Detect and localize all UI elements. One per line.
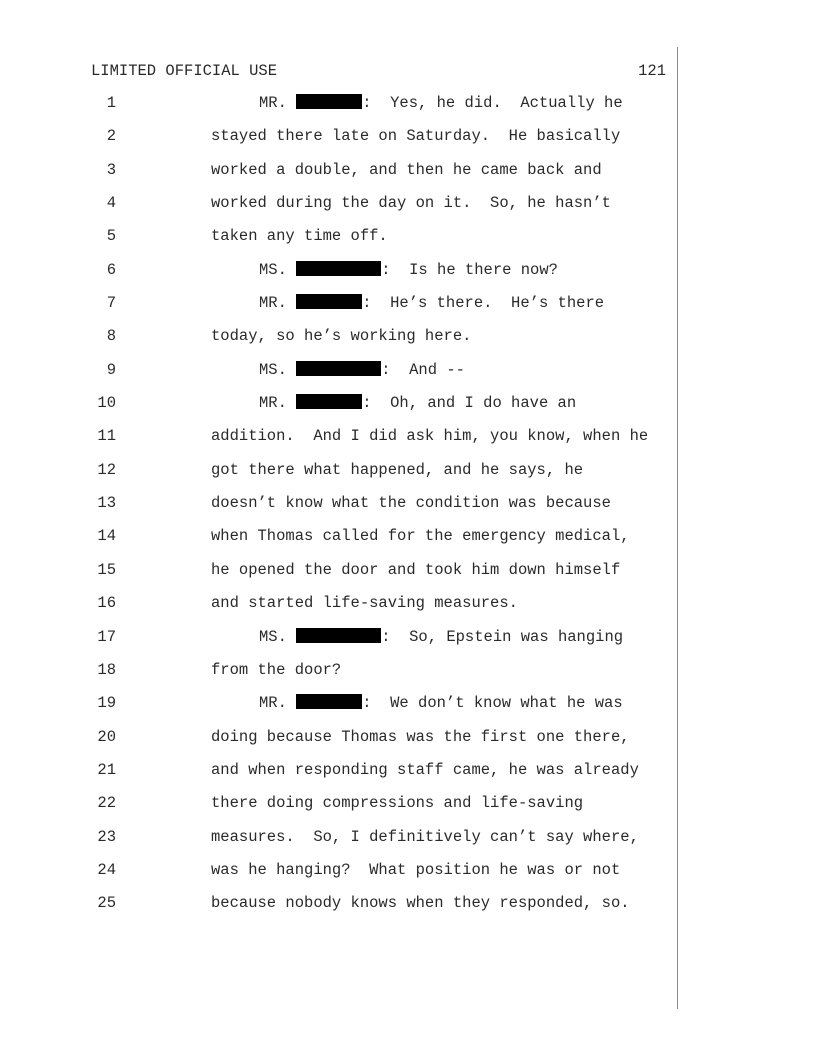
spoken-text: worked during the day on it. So, he hasn’t: [211, 194, 611, 213]
redaction-box: [296, 94, 362, 109]
line-text: [211, 161, 602, 179]
transcript-line: [0, 486, 816, 519]
transcript-line: [0, 86, 816, 119]
transcript-line: [0, 453, 816, 486]
spoken-text: he opened the door and took him down himself: [211, 560, 621, 579]
spoken-text: doing because Thomas was the first one there,: [211, 727, 630, 746]
spoken-text: doesn’t know what the condition was because: [211, 494, 611, 513]
line-number: 4: [106, 194, 116, 213]
line-text: [259, 94, 623, 112]
line-text: [211, 227, 388, 245]
transcript-line: [0, 720, 816, 753]
spoken-text: : We don’t know what he was: [362, 694, 623, 713]
spoken-text: and when responding staff came, he was already: [211, 760, 639, 779]
line-text: [259, 394, 576, 412]
transcript-line: [0, 686, 816, 719]
transcript-line: [0, 553, 816, 586]
spoken-text: was he hanging? What position he was or not: [211, 860, 621, 879]
redaction-box: [296, 628, 381, 643]
spoken-text: from the door?: [211, 660, 342, 679]
spoken-text: got there what happened, and he says, he: [211, 460, 584, 479]
transcript-line: [0, 653, 816, 686]
line-number: 11: [97, 427, 116, 446]
spoken-text: because nobody knows when they responded, so.: [211, 894, 630, 913]
spoken-text: when Thomas called for the emergency medical,: [211, 527, 630, 546]
spoken-text: : Oh, and I do have an: [362, 394, 577, 413]
speaker-label: MR.: [259, 694, 287, 713]
line-number: 9: [106, 360, 116, 379]
line-text: [211, 794, 583, 812]
speaker-label: MR.: [259, 94, 287, 112]
line-number: 8: [106, 327, 116, 346]
line-number: 18: [97, 660, 116, 679]
line-number: 21: [97, 760, 116, 779]
spoken-text: taken any time off.: [211, 227, 388, 246]
spoken-text: : Is he there now?: [381, 260, 558, 279]
spoken-text: : He’s there. He’s there: [362, 294, 605, 313]
line-number: 7: [106, 294, 116, 313]
line-number: 5: [106, 227, 116, 246]
transcript-line: [0, 186, 816, 219]
line-text: [211, 127, 620, 145]
line-text: [211, 661, 341, 679]
spoken-text: addition. And I did ask him, you know, when he: [211, 427, 649, 446]
line-number: 25: [97, 894, 116, 913]
line-text: [211, 461, 583, 479]
line-number: 2: [106, 127, 116, 146]
transcript-line: [0, 820, 816, 853]
line-number: 12: [97, 460, 116, 479]
line-number: 1: [106, 94, 116, 112]
transcript-line: [0, 286, 816, 319]
speaker-label: MS.: [259, 260, 287, 279]
line-number: 13: [97, 494, 116, 513]
line-number: 20: [97, 727, 116, 746]
classification-header: LIMITED OFFICIAL USE: [91, 62, 278, 80]
line-number: 22: [97, 794, 116, 813]
transcript-line: [0, 253, 816, 286]
transcript-line: [0, 886, 816, 919]
transcript-line: [0, 853, 816, 886]
line-text: [211, 194, 611, 212]
redaction-box: [296, 261, 381, 276]
transcript-line: [0, 620, 816, 653]
line-number: 23: [97, 827, 116, 846]
line-text: [211, 594, 518, 612]
transcript-body: [0, 86, 816, 920]
speaker-label: MR.: [259, 294, 287, 313]
line-number: 17: [97, 627, 116, 646]
line-text: [211, 494, 611, 512]
speaker-label: MS.: [259, 360, 287, 379]
transcript-line: [0, 319, 816, 352]
line-text: [211, 894, 630, 912]
line-text: [259, 361, 465, 379]
line-number: 16: [97, 594, 116, 613]
transcript-line: [0, 219, 816, 252]
page-number: 121: [638, 62, 666, 80]
line-number: 14: [97, 527, 116, 546]
line-number: 15: [97, 560, 116, 579]
line-text: [211, 427, 648, 445]
redaction-box: [296, 294, 362, 309]
line-text: [259, 294, 604, 312]
spoken-text: worked a double, and then he came back and: [211, 160, 602, 179]
line-text: [211, 561, 620, 579]
transcript-line: [0, 419, 816, 452]
line-text: [211, 527, 630, 545]
spoken-text: and started life-saving measures.: [211, 594, 518, 613]
transcript-line: [0, 753, 816, 786]
speaker-label: MR.: [259, 394, 287, 413]
redaction-box: [296, 394, 362, 409]
line-number: 10: [97, 394, 116, 413]
spoken-text: today, so he’s working here.: [211, 327, 472, 346]
redaction-box: [296, 361, 381, 376]
line-text: [211, 728, 630, 746]
transcript-line: [0, 786, 816, 819]
transcript-line: [0, 586, 816, 619]
line-number: 6: [106, 260, 116, 279]
spoken-text: stayed there late on Saturday. He basically: [211, 127, 621, 146]
spoken-text: : So, Epstein was hanging: [381, 627, 624, 646]
transcript-line: [0, 386, 816, 419]
transcript-line: [0, 519, 816, 552]
line-number: 19: [97, 694, 116, 713]
line-text: [259, 694, 623, 712]
speaker-label: MS.: [259, 627, 287, 646]
line-text: [259, 628, 623, 646]
spoken-text: there doing compressions and life-saving: [211, 794, 584, 813]
transcript-line: [0, 153, 816, 186]
line-text: [211, 828, 639, 846]
redaction-box: [296, 694, 362, 709]
transcript-line: [0, 353, 816, 386]
line-text: [211, 861, 620, 879]
line-number: 24: [97, 860, 116, 879]
line-text: [211, 327, 471, 345]
line-number: 3: [106, 160, 116, 179]
transcript-line: [0, 119, 816, 152]
line-text: [211, 761, 639, 779]
spoken-text: measures. So, I definitively can’t say where,: [211, 827, 639, 846]
spoken-text: : And --: [381, 360, 465, 379]
spoken-text: : Yes, he did. Actually he: [362, 94, 623, 112]
line-text: [259, 261, 558, 279]
